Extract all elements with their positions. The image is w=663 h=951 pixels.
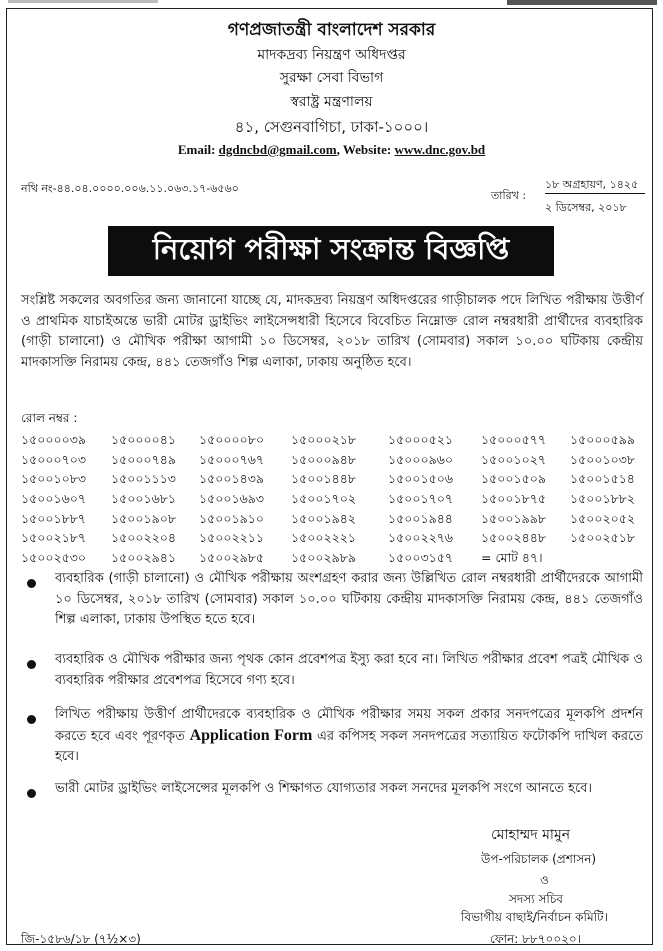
contact-line: [0, 143, 663, 156]
roll-number: ১৫০০১৯১০: [199, 510, 264, 526]
date-gregorian: ২ ডিসেম্বর, ২০১৮: [545, 201, 627, 214]
instruction-3: [55, 705, 643, 768]
roll-row: [21, 489, 651, 509]
roll-number: ১৫০০১৮৮২: [570, 491, 635, 507]
roll-number: ১৫০০০২১৮: [291, 432, 356, 447]
reference-number: নথি নং-৪৪.০৪.০০০০.০০৬.১১.০৬৩.১৭-৬৫৬০: [21, 182, 239, 195]
date-bangla: ১৮ অগ্রহায়ণ, ১৪২৫: [545, 178, 639, 191]
roll-number: ১৫০০১১১৩: [111, 471, 176, 487]
signatory-name: মোহাম্মদ মামুন: [491, 827, 571, 843]
roll-number: ১৫০০৩১৫৭: [388, 550, 453, 566]
roll-label: রোল নম্বর :: [21, 411, 78, 425]
instruction-4: ভারী মোটর ড্রাইভিং লাইসেন্সের মূলকপি ও শিক্ষাগত যোগ্যতার সকল সনদের মূলকপি সংগে আনতে হবে।: [55, 781, 593, 796]
email-label: Email:: [177, 142, 216, 157]
roll-number: ১৫০০১৫০৬: [388, 471, 453, 487]
roll-number: ১৫০০০৭৬৭: [199, 451, 264, 467]
roll-number: ১৫০০১৮৭৫: [481, 491, 546, 507]
roll-number: ১৫০০০৫২১: [388, 432, 453, 447]
instruction-3-text-b: এর কপিসহ সকল সনদপত্রের সত্যায়িত ফটোকপি দাখিল করতে হবে।: [55, 728, 644, 764]
roll-number: ১৫০০২০৫২: [570, 510, 635, 526]
roll-number: ১৫০০১৮৮৭: [21, 510, 86, 526]
roll-row: [21, 430, 651, 450]
roll-number: ১৫০০১৯০৮: [111, 510, 176, 526]
roll-number: ১৫০০২২২১: [291, 530, 356, 546]
division-name: সুরক্ষা সেবা বিভাগ: [279, 70, 384, 86]
roll-number: ১৫০০১৭০২: [291, 491, 356, 507]
roll-number-grid: [21, 430, 651, 568]
application-form-term: Application Form: [189, 726, 313, 744]
roll-number: ১৫০০০০৪১: [111, 432, 176, 447]
roll-number: ১৫০০০৫৭৭: [481, 432, 546, 447]
roll-row: [21, 548, 651, 568]
signatory-designation: উপ-পরিচালক (প্রশাসন): [481, 852, 597, 866]
roll-total: = মোট ৪৭।: [481, 550, 543, 566]
roll-number: ১৫০০১৭০৭: [388, 491, 453, 507]
roll-number: ১৫০০১৯৯৮: [481, 510, 546, 526]
roll-number: ১৫০০১০৮৩: [21, 471, 86, 487]
roll-number: ১৫০০১৬৯৩: [199, 491, 264, 507]
roll-number: ১৫০০২২০৪: [111, 530, 176, 546]
roll-number: ১৫০০২২৭৬: [388, 530, 453, 546]
roll-number: ১৫০০২৫১৮: [570, 530, 635, 546]
phone-number: ফোন: ৮৮৭০০২০।: [490, 932, 582, 946]
roll-number: ১৫০০০৭৪৯: [111, 451, 176, 467]
roll-number: ১৫০০০০৩৯: [21, 432, 86, 447]
roll-row: [21, 528, 651, 548]
committee-name: বিভাগীয় বাছাই/নির্বাচন কমিটি।: [461, 910, 608, 924]
roll-number: ১৫০০১৫১৪: [570, 471, 635, 487]
roll-number: ১৫০০০০৮০: [199, 432, 264, 447]
roll-number: ১৫০০১৯৪৪: [388, 510, 453, 526]
roll-number: ১৫০০২৯৮৫: [199, 550, 264, 566]
roll-number: ১৫০০২৪৪৮: [481, 530, 546, 546]
roll-number: ১৫০০১৪৩৯: [199, 471, 264, 487]
roll-number: ১৫০০০৫৯৯: [570, 432, 635, 447]
roll-number: ১৫০০১৪৪৮: [291, 471, 356, 487]
instruction-3-text-a: লিখিত পরীক্ষায় উত্তীর্ণ প্রার্থীদেরকে ব্যবহারিক ও মৌখিক পরীক্ষার সময় সকল প্রকার সনদপত্রের মূলকপি প্রদর্শন করতে হবে এবং পূরণকৃত: [55, 707, 643, 744]
roll-row: [21, 509, 651, 529]
instruction-2: ব্যবহারিক ও মৌখিক পরীক্ষার জন্য পৃথক কোন প্রবেশপত্র ইস্যু করা হবে না। লিখিত পরীক্ষার প্রবেশ পত্রই মৌখিক ও ব্যবহারিক পরীক্ষার প্রবেশপত্র হিসেবে গণ্য হবে।: [55, 652, 643, 688]
roll-number: ১৫০০০৭০৩: [21, 451, 86, 467]
top-strip: [0, 0, 663, 6]
roll-row: [21, 469, 651, 489]
date-label: তারিখ :: [491, 189, 527, 202]
bullet-dot: [27, 789, 36, 798]
instruction-1: ব্যবহারিক (গাড়ী চালানো) ও মৌখিক পরীক্ষায় অংশগ্রহণ করার জন্য উল্লিখিত রোল নম্বরধারী প্রার্থীদেরকে আগামী ১০ ডিসেম্বর, ২০১৮ তারিখ (সোমবার) সকাল ১০.০০ ঘটিকায় কেন্দ্রীয় মাদকাসক্তি নিরাময় কেন্দ্র, ৪৪১ তেজগাঁও শিল্প এলাকা, ঢাকায় উপস্থিত হতে হবে।: [55, 571, 643, 627]
email-link[interactable]: dgdncbd@gmail.com: [218, 142, 337, 157]
ministry-name: স্বরাষ্ট্র মন্ত্রণালয়: [290, 94, 373, 110]
roll-number: ১৫০০২২১১: [199, 530, 264, 546]
footer-code: জি-১৫৮৬/১৮ (৭½×৩): [21, 932, 141, 946]
roll-number: ১৫০০০৯৪৮: [291, 451, 356, 467]
roll-number: ১৫০০২৯৮৯: [291, 550, 356, 566]
roll-number: ১৫০০১০৩৮: [570, 451, 635, 467]
signatory-role: সদস্য সচিব: [509, 892, 563, 906]
office-address: ৪১, সেগুনবাগিচা, ঢাকা-১০০০।: [234, 118, 429, 136]
roll-number: ১৫০০২১৮৭: [21, 530, 86, 546]
roll-number: ১৫০০১৫০৯: [481, 471, 546, 487]
roll-number: ১৫০০১০২৭: [481, 451, 546, 467]
roll-number: ১৫০০১৯৪২: [291, 510, 356, 526]
bullet-dot: [27, 715, 36, 724]
roll-number: ১৫০০২৯৪১: [111, 550, 176, 566]
roll-number: ১৫০০১৬০৭: [21, 491, 86, 507]
roll-number: ১৫০০২৫৩০: [21, 550, 86, 566]
bullet-dot: [27, 579, 36, 588]
date-divider: [545, 193, 645, 194]
conjunction: ও: [540, 873, 549, 887]
roll-row: [21, 450, 651, 470]
intro-paragraph: সংশ্লিষ্ট সকলের অবগতির জন্য জানানো যাচ্ছে যে, মাদকদ্রব্য নিয়ন্ত্রণ অধিদপ্তরের গাড়ীচালক পদে লিখিত পরীক্ষায় উত্তীর্ণ ও প্রাথমিক যাচাইঅন্তে ভারী মোটর ড্রাইভিং লাইসেন্সধারী হিসেবে বিবেচিত নিম্নোক্ত রোল নম্বরধারী প্রার্থীদের ব্যবহারিক (গাড়ী চালানো) ও মৌখিক পরীক্ষা আগামী ১০ ডিসেম্বর, ২০১৮ তারিখ (সোমবার) সকাল ১০.০০ ঘটিকায় কেন্দ্রীয় মাদকাসক্তি নিরাময় কেন্দ্র, ৪৪১ তেজগাঁও শিল্প এলাকা, ঢাকায় অনুষ্ঠিত হবে।: [21, 293, 643, 370]
notice-title: নিয়োগ পরীক্ষা সংক্রান্ত বিজ্ঞপ্তি: [108, 226, 554, 276]
department-name: মাদকদ্রব্য নিয়ন্ত্রণ অধিদপ্তর: [257, 47, 406, 63]
roll-number: ১৫০০০৯৬০: [388, 451, 453, 467]
roll-number: ১৫০০১৬৮১: [111, 491, 176, 507]
bullet-dot: [27, 660, 36, 669]
website-link[interactable]: www.dnc.gov.bd: [394, 142, 486, 157]
govt-name: গণপ্রজাতন্ত্রী বাংলাদেশ সরকার: [227, 20, 436, 40]
website-label: , Website:: [336, 142, 392, 157]
